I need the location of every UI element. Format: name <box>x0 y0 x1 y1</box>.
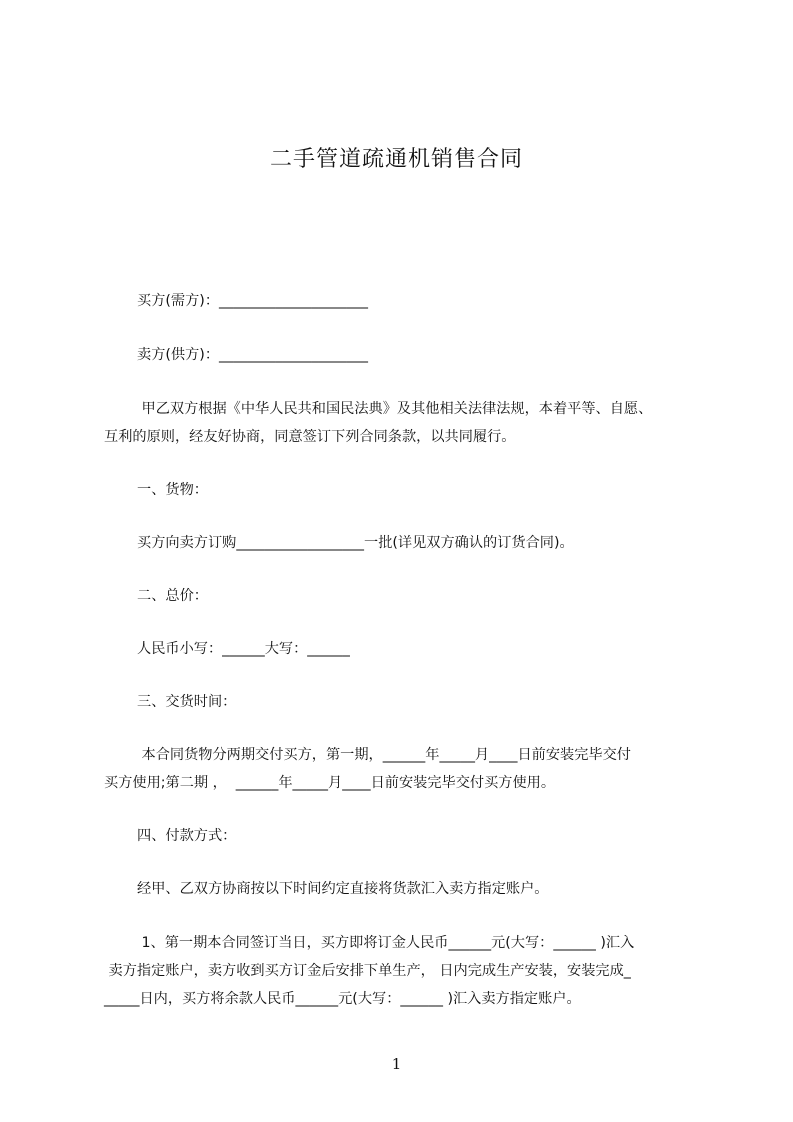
section-4-heading: 四、付款方式： <box>137 828 237 844</box>
section-3-line-1: 本合同货物分两期交付买方，第一期，______年_____月____日前安装完毕交付 <box>137 747 631 763</box>
section-4-body: 经甲、乙双方协商按以下时间约定直接将货款汇入卖方指定账户。 <box>137 881 549 897</box>
section-1-body: 买方向卖方订购__________________一批(详见双方确认的订货合同)。 <box>137 535 574 551</box>
section-1-heading: 一、货物： <box>137 482 208 498</box>
section-3-line-2: 买方使用;第二期 ， ______年_____月____日前安装完毕交付买方使用。 <box>104 775 556 791</box>
section-2-heading: 二、总价： <box>137 588 208 604</box>
page-number: 1 <box>391 1055 402 1073</box>
intro-line-2: 互利的原则，经友好协商，同意签订下列合同条款，以共同履行。 <box>104 429 516 445</box>
section-4-item-1-line-3: _____日内，买方将余款人民币______元(大写：______ )汇入卖方指定账户。 <box>104 991 581 1007</box>
section-4-item-1-line-2: 卖方指定账户，卖方收到买方订金后安排下单生产， 日内完成生产安装，安装完成_ <box>104 963 631 979</box>
section-3-heading: 三、交货时间： <box>137 694 237 710</box>
buyer-line: 买方(需方)：_____________________ <box>137 293 368 309</box>
section-4-item-1-line-1: 1、第一期本合同签订当日，买方即将订金人民币______元(大写：______ )汇入 <box>137 935 635 951</box>
intro-line-1: 甲乙双方根据《中华人民共和国民法典》及其他相关法律法规，本着平等、自愿、 <box>137 401 653 417</box>
section-2-body: 人民币小写：______大写：______ <box>137 641 350 657</box>
seller-line: 卖方(供方)：_____________________ <box>137 347 368 363</box>
page-title: 二手管道疏通机销售合同 <box>269 147 523 172</box>
